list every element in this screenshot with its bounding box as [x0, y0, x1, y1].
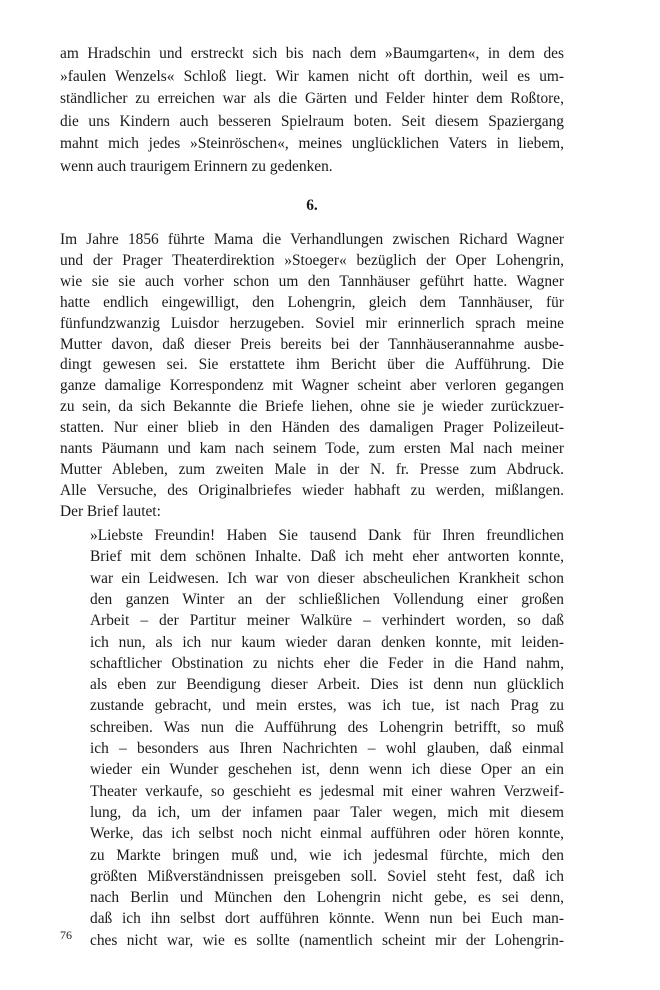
text-line: ich nun, als ich nur kaum wieder daran denken konnte, mit leiden- [90, 633, 564, 651]
text-line: schreiben. Was nun die Aufführung des Lohengrin betrifft, so muß [90, 718, 564, 736]
text-line: Der Brief lautet: [60, 502, 161, 520]
text-line: den ganzen Winter an der schließlichen Vollendung einer großen [90, 590, 564, 608]
text-line: war ein Leidwesen. Ich war von dieser abscheulichen Krankheit schon [90, 569, 564, 587]
section-heading: 6. [306, 197, 318, 214]
text-line: als eben zur Beendigung dieser Arbeit. Dies ist denn nun glücklich [90, 676, 564, 694]
page-number: 76 [60, 928, 72, 942]
text-line: ich – besonders aus Ihren Nachrichten – wohl glauben, daß einmal [90, 740, 564, 757]
text-line: fünfundzwanzig Luisdor herzugeben. Soviel mir erinnerlich sprach meine [60, 314, 564, 332]
text-line: Im Jahre 1856 führte Mama die Verhandlungen zwischen Richard Wagner [60, 231, 564, 248]
text-line: größten Mißverständnissen preisgeben soll. Soviel steht fest, daß ich [90, 867, 564, 885]
text-line: nach Berlin und München den Lohengrin nicht gebe, es sei denn, [90, 889, 564, 907]
text-line: zu Markte bringen muß und, wie ich jedesmal fürchte, mich den [90, 846, 564, 864]
text-line: Theater verkaufe, so geschieht es jedesmal mit einer wahren Verzweif- [90, 782, 564, 800]
text-line: wieder ein Wunder geschehen ist, denn wenn ich diese Oper an ein [90, 761, 564, 779]
text-line: »faulen Wenzels« Schloß liegt. Wir kamen nicht oft dorthin, weil es um- [60, 67, 564, 85]
text-line: Brief mit dem schönen Inhalte. Daß ich meht eher antworten konnte, [90, 548, 564, 566]
text-line: Mutter Ableben, zum zweiten Male in der N. fr. Presse zum Abdruck. [60, 460, 564, 478]
text-line: ganze damalige Korrespondenz mit Wagner scheint aber verloren gegangen [60, 377, 564, 395]
text-line: schaftlicher Obstination zu nichts eher die Feder in die Hand nahm, [90, 654, 564, 672]
text-line: Werke, das ich selbst noch nicht einmal aufführen oder hören konnte, [90, 825, 564, 843]
text-line: die uns Kindern auch besseren Spielraum boten. Seit diesem Spaziergang [60, 112, 564, 130]
text-line: Arbeit – der Partitur meiner Walküre – verhindert worden, so daß [90, 612, 564, 630]
text-line: daß ich ihn selbst dort aufführen könnte. Wenn nun bei Euch man- [90, 910, 564, 928]
text-line: ches nicht war, wie es sollte (namentlich scheint mir der Lohengrin- [90, 931, 564, 949]
text-line: zu sein, da sich Bekannte die Briefe liehen, ohne sie je wieder zurückzuer- [60, 398, 564, 416]
text-line: »Liebste Freundin! Haben Sie tausend Dank für Ihren freundlichen [90, 527, 564, 544]
text-line: ständlicher zu erreichen war als die Gärten und Felder hinter dem Roßtore, [60, 90, 564, 108]
text-line: wenn auch traurigem Erinnern zu gedenken. [60, 158, 333, 175]
text-line: Mutter davon, daß dieser Preis bereits bei der Tannhäuserannahme ausbe- [60, 335, 564, 353]
text-line: mahnt mich jedes »Steinröschen«, meines unglücklichen Vaters in liebem, [60, 135, 564, 153]
text-line: lung, da ich, um der infamen paar Taler wegen, mich mit diesem [90, 803, 564, 821]
text-line: statten. Nur einer blieb in den Händen des damaligen Prager Polizeileut- [60, 419, 564, 437]
text-line: hatte endlich eingewilligt, den Lohengrin, gleich dem Tannhäuser, für [60, 293, 564, 311]
text-line: Alle Versuche, des Originalbriefes wieder habhaft zu werden, mißlangen. [60, 481, 564, 499]
text-line: nants Päumann und kam nach seinem Tode, zum ersten Mal nach meiner [60, 440, 564, 457]
text-line: am Hradschin und erstreckt sich bis nach dem »Baumgarten«, in dem des [60, 45, 564, 62]
text-line: wie sie sie auch vorher schon um den Tannhäuser geführt hatte. Wagner [60, 272, 564, 290]
text-line: zustande gebracht, und mein erstes, was ich tue, ist nach Prag zu [90, 697, 564, 715]
text-line: dingt gewesen sei. Sie erstattete ihm Bericht über die Aufführung. Die [60, 356, 564, 374]
text-line: und der Prager Theaterdirektion »Stoeger« bezüglich der Oper Lohengrin, [60, 251, 564, 269]
